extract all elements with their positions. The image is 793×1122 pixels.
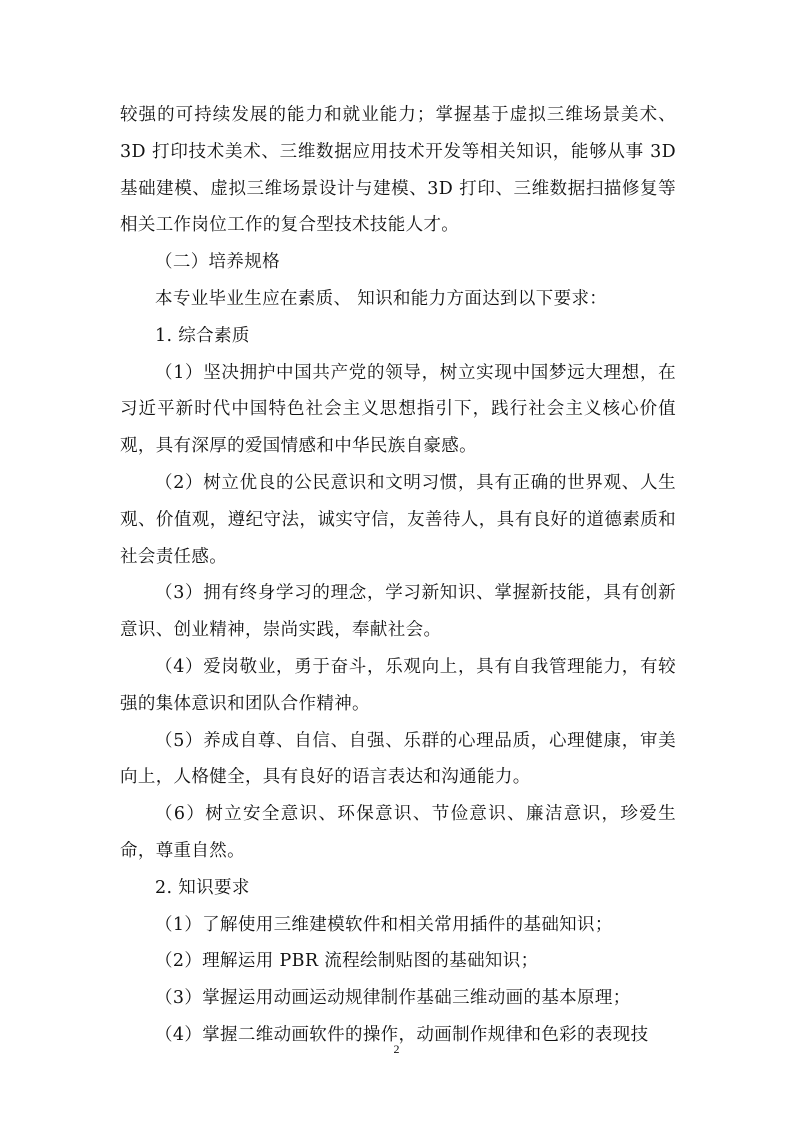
list-item-knowledge-1: （1）了解使用三维建模软件和相关常用插件的基础知识； <box>155 914 613 935</box>
list-item-quality-1: （1）坚决拥护中国共产党的领导，树立实现中国梦远大理想，在习近平新时代中国特色社会主义思想指引下，践行社会主义核心价值观，具有深厚的爱国情感和中华民族自豪感。 <box>120 362 676 457</box>
subheading-knowledge-requirements: 2. 知识要求 <box>155 877 250 898</box>
paragraph-intro-continuation: 较强的可持续发展的能力和就业能力；掌握基于虚拟三维场景美术、3D 打印技术美术、三维数据应用技术开发等相关知识，能够从事 3D 基础建模、虚拟三维场景设计与建模、3D 打印、三维数据扫描修复等相关工作岗位工作的复合型技术技能人才。 <box>120 105 676 236</box>
document-body <box>120 97 676 1054</box>
list-item-knowledge-2: （2）理解运用 PBR 流程绘制贴图的基础知识； <box>155 951 539 972</box>
paragraph-requirements-intro: 本专业毕业生应在素质、 知识和能力方面达到以下要求： <box>155 288 608 309</box>
list-item-quality-2: （2）树立优良的公民意识和文明习惯，具有正确的世界观、人生观、价值观，遵纪守法，诚实守信，友善待人，具有良好的道德素质和社会责任感。 <box>120 472 676 567</box>
list-item-quality-3: （3）拥有终身学习的理念，学习新知识、掌握新技能，具有创新意识、创业精神，崇尚实践，奉献社会。 <box>120 583 676 641</box>
list-item-knowledge-3: （3）掌握运用动画运动规律制作基础三维动画的基本原理； <box>155 988 631 1009</box>
list-item-quality-5: （5）养成自尊、自信、自强、乐群的心理品质，心理健康，审美向上，人格健全，具有良好的语言表达和沟通能力。 <box>120 730 676 788</box>
subheading-comprehensive-quality: 1. 综合素质 <box>155 325 250 346</box>
list-item-quality-4: （4）爱岗敬业，勇于奋斗，乐观向上，具有自我管理能力，有较强的集体意识和团队合作精神。 <box>120 656 676 714</box>
page-number: 2 <box>393 1042 400 1056</box>
list-item-quality-6: （6）树立安全意识、环保意识、节俭意识、廉洁意识，珍爱生命，尊重自然。 <box>120 804 676 861</box>
list-item-knowledge-4: （4）掌握二维动画软件的操作，动画制作规律和色彩的表现技 <box>155 1024 649 1045</box>
section-heading-training-specifications: （二）培养规格 <box>155 252 280 273</box>
